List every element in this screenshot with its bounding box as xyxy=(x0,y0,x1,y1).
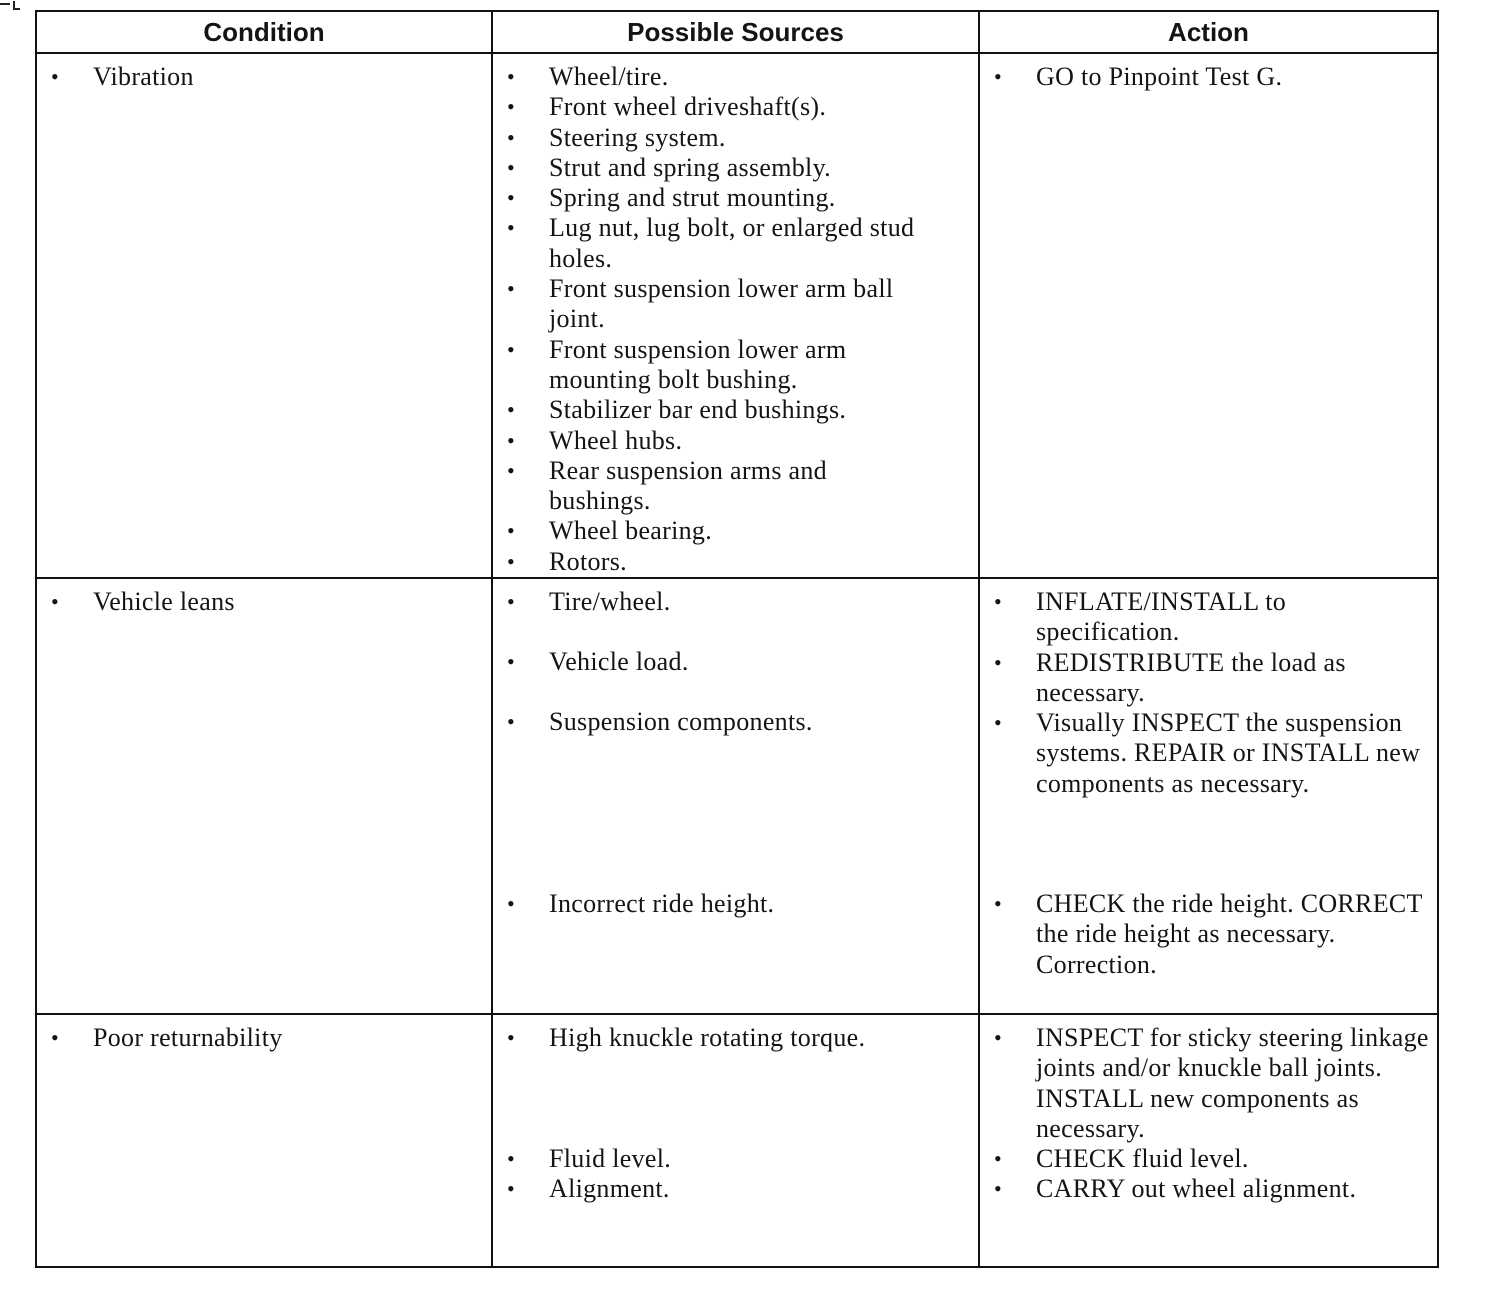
header-possible-sources: Possible Sources xyxy=(492,11,979,53)
sources-cell xyxy=(492,578,979,1014)
sources-cell xyxy=(492,53,979,578)
condition-item: • Vibration xyxy=(37,62,491,92)
table-header-row xyxy=(36,11,1438,53)
action-item: • INSPECT for sticky steering linkage joints and/or knuckle ball joints. INSTALL new components as necessary. xyxy=(980,1023,1437,1144)
actions-list xyxy=(980,889,1437,980)
source-item: • Strut and spring assembly. xyxy=(493,153,978,183)
source-item: • Fluid level. xyxy=(493,1144,978,1174)
action-item: • GO to Pinpoint Test G. xyxy=(980,62,1437,92)
diagnosis-table xyxy=(35,10,1439,1268)
action-item: • CHECK fluid level. xyxy=(980,1144,1437,1174)
action-cell xyxy=(979,1014,1438,1267)
source-item: • Alignment. xyxy=(493,1174,978,1204)
source-item: • Tire/wheel. xyxy=(493,587,978,617)
action-item: • CHECK the ride height. CORRECT the ride height as necessary. Correction. xyxy=(980,889,1437,980)
condition-item: • Vehicle leans xyxy=(37,587,491,617)
sources-list xyxy=(493,62,978,577)
header-action: Action xyxy=(979,11,1438,53)
condition-cell xyxy=(36,53,492,578)
source-item: • Steering system. xyxy=(493,123,978,153)
table-row xyxy=(36,578,1438,1014)
actions-list xyxy=(980,587,1437,799)
source-item: • Front suspension lower arm mounting bolt bushing. xyxy=(493,335,978,396)
sources-list xyxy=(493,707,978,737)
action-item: • CARRY out wheel alignment. xyxy=(980,1174,1437,1204)
source-item: • Stabilizer bar end bushings. xyxy=(493,395,978,425)
source-item: • Wheel hubs. xyxy=(493,426,978,456)
actions-list xyxy=(980,1023,1437,1205)
sources-list xyxy=(493,889,978,919)
source-item: • High knuckle rotating torque. xyxy=(493,1023,978,1053)
source-item: • Lug nut, lug bolt, or enlarged stud holes. xyxy=(493,213,978,274)
condition-list xyxy=(37,1023,491,1053)
sources-list xyxy=(493,1144,978,1205)
table-row xyxy=(36,1014,1438,1267)
source-item: • Front suspension lower arm ball joint. xyxy=(493,274,978,335)
source-item: • Front wheel driveshaft(s). xyxy=(493,92,978,122)
source-item: • Rotors. xyxy=(493,547,978,577)
source-item: • Rear suspension arms and bushings. xyxy=(493,456,978,517)
condition-item: • Poor returnability xyxy=(37,1023,491,1053)
action-item: • INFLATE/INSTALL to specification. xyxy=(980,587,1437,648)
source-item: • Wheel bearing. xyxy=(493,516,978,546)
action-item: • Visually INSPECT the suspension systems. REPAIR or INSTALL new components as necessary. xyxy=(980,708,1437,799)
sources-list xyxy=(493,587,978,617)
source-item: • Wheel/tire. xyxy=(493,62,978,92)
condition-list xyxy=(37,62,491,92)
actions-list xyxy=(980,62,1437,92)
table-row xyxy=(36,53,1438,578)
action-cell xyxy=(979,53,1438,578)
source-item: • Incorrect ride height. xyxy=(493,889,978,919)
source-item: • Spring and strut mounting. xyxy=(493,183,978,213)
sources-list xyxy=(493,1023,978,1053)
source-item: • Suspension components. xyxy=(493,707,978,737)
action-item: • REDISTRIBUTE the load as necessary. xyxy=(980,648,1437,709)
page-corner-mark xyxy=(0,0,36,12)
condition-cell xyxy=(36,1014,492,1267)
action-cell xyxy=(979,578,1438,1014)
condition-list xyxy=(37,587,491,617)
source-item: • Vehicle load. xyxy=(493,647,978,677)
header-condition: Condition xyxy=(36,11,492,53)
sources-cell xyxy=(492,1014,979,1267)
sources-list xyxy=(493,647,978,677)
condition-cell xyxy=(36,578,492,1014)
